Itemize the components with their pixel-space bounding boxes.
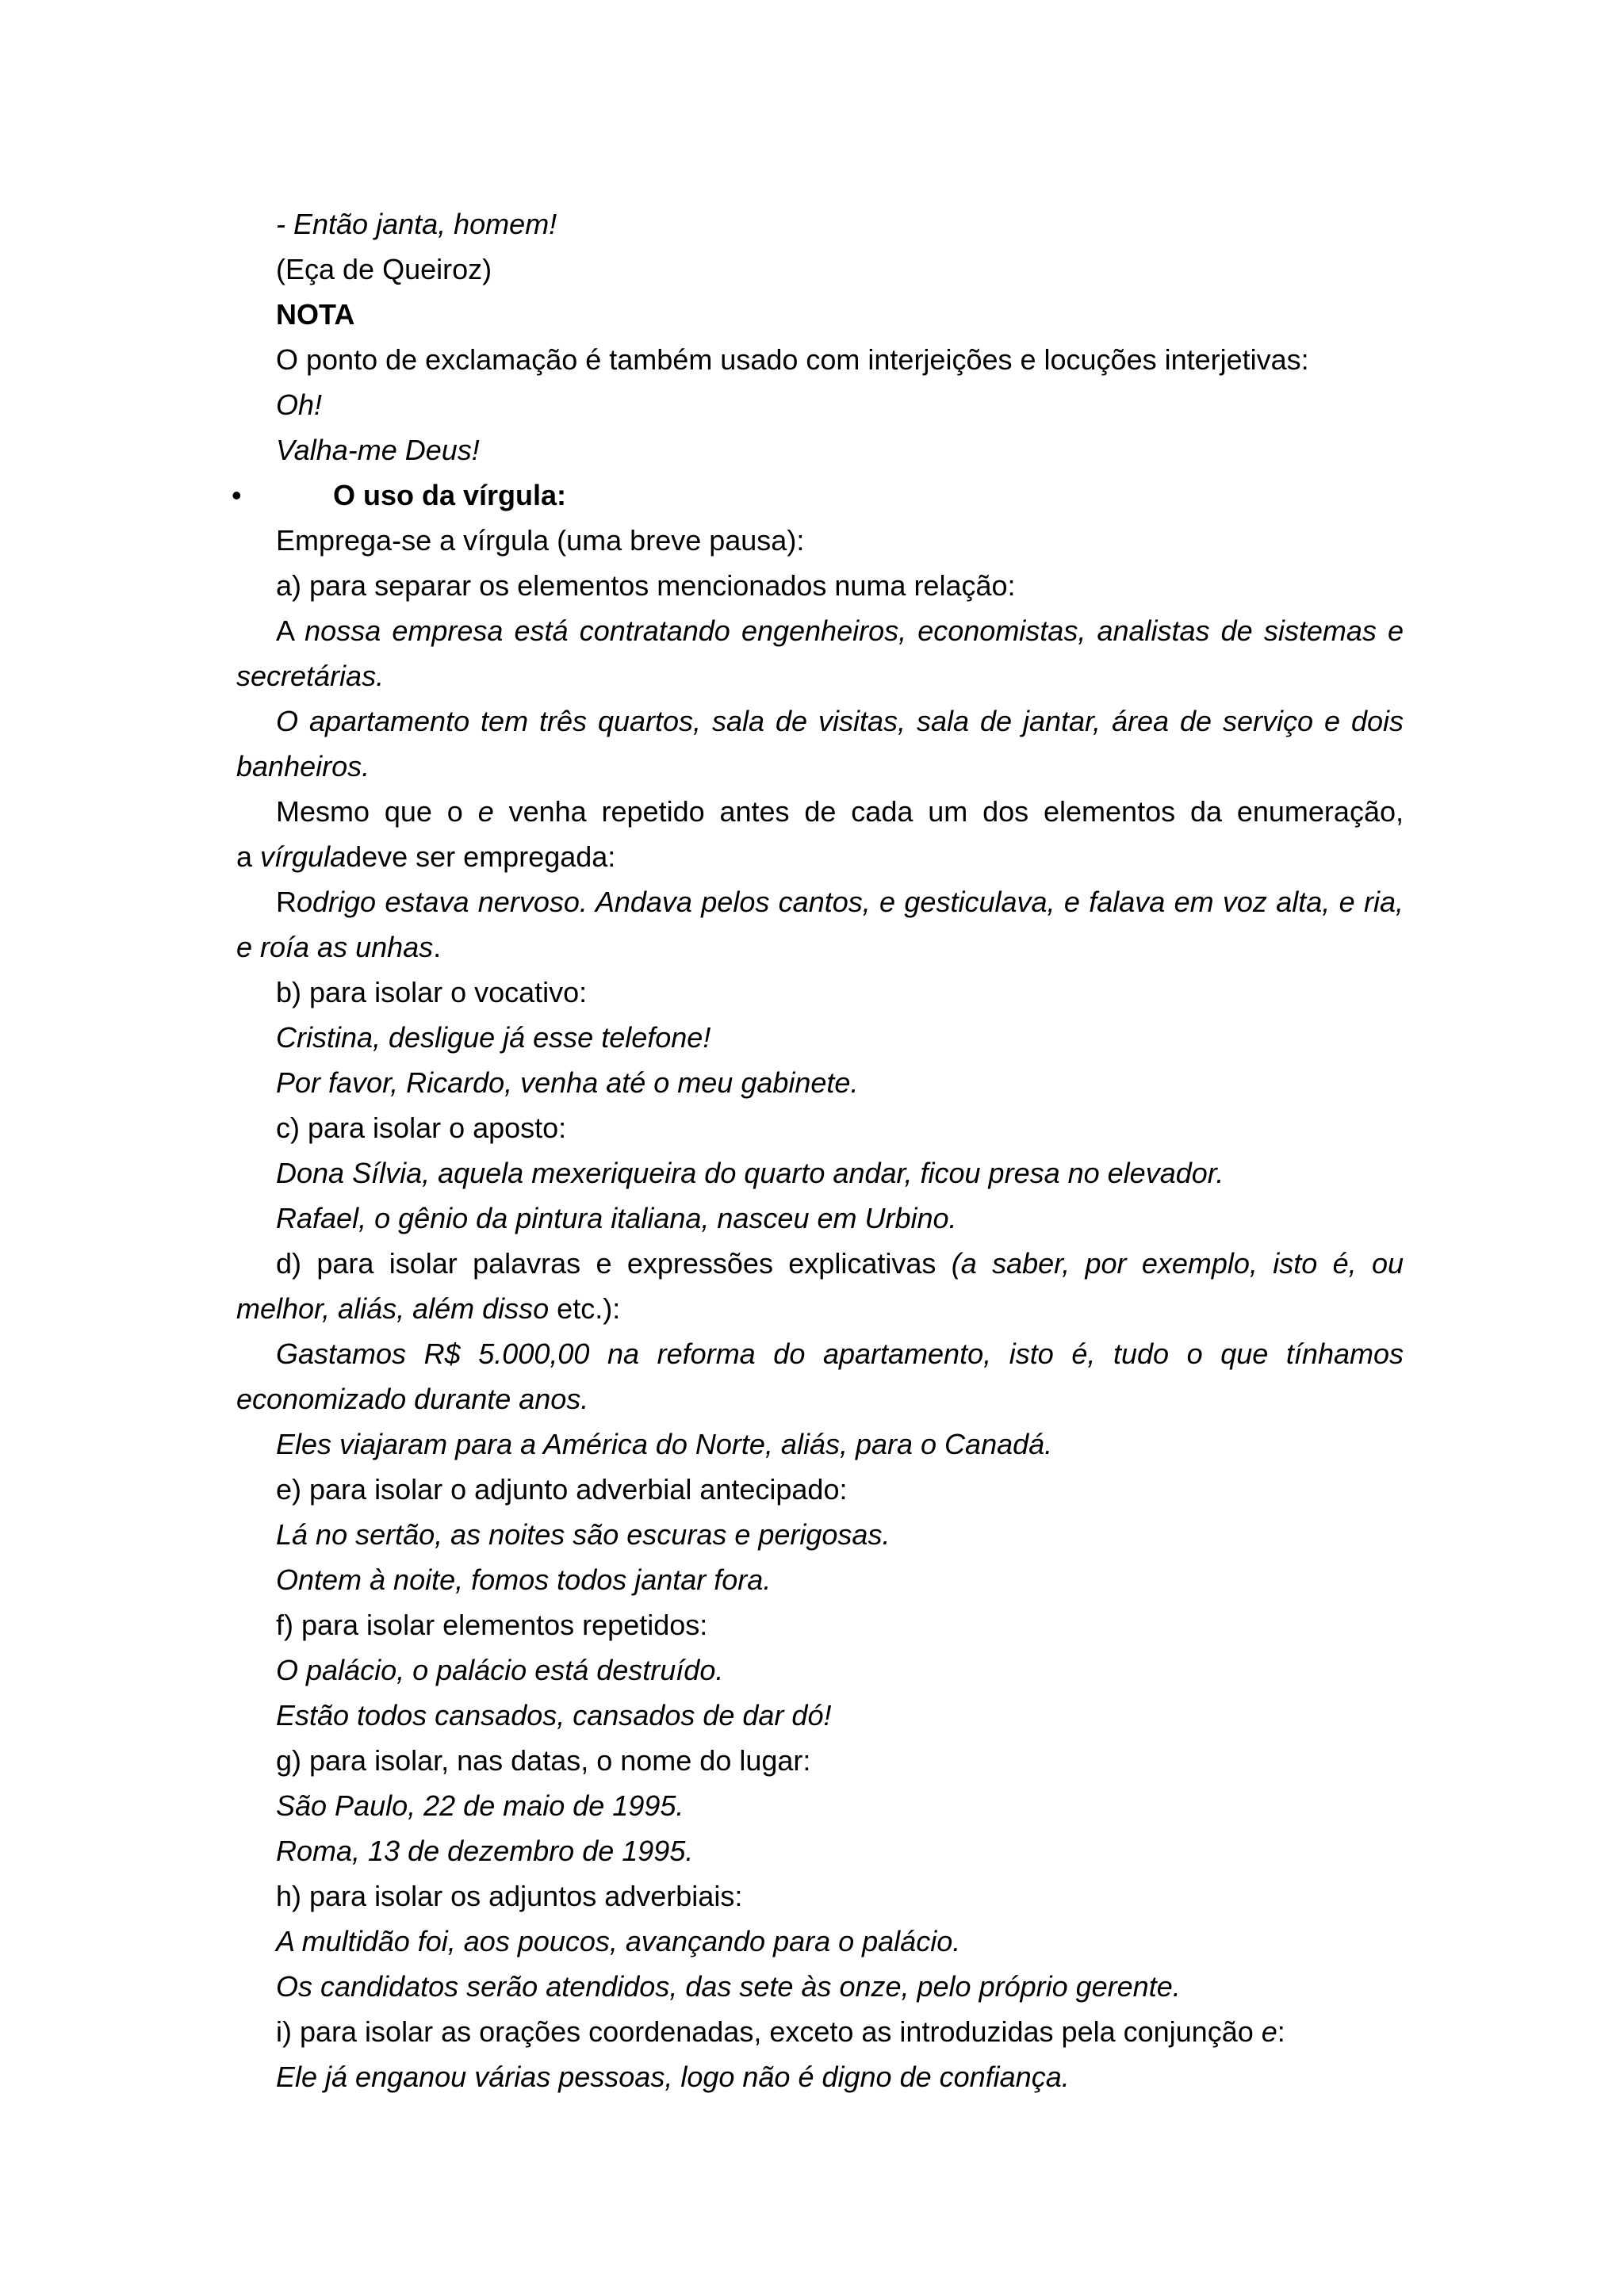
example-line xyxy=(236,608,1404,653)
text-run: etc.): xyxy=(549,1292,621,1325)
text-run: : xyxy=(1277,2015,1285,2048)
example-text: Estão todos cansados, cansados de dar dó! xyxy=(276,1699,832,1732)
example-line: banheiros. xyxy=(236,750,370,783)
text-run-italic: melhor, aliás, além disso xyxy=(236,1292,550,1325)
section-heading-bullet xyxy=(232,473,1404,518)
rule-item: f) para isolar elementos repetidos: xyxy=(276,1609,708,1641)
text-run: a xyxy=(236,840,261,873)
text-run: A xyxy=(276,614,305,647)
text-run-italic: odrigo estava nervoso. Andava pelos cantos, e gesticulava, e falava em voz alta, e ria, xyxy=(297,886,1404,918)
example-line: secretárias. xyxy=(236,660,385,692)
dialogue-quote: - Então janta, homem! xyxy=(276,208,557,240)
rule-item: c) para isolar o aposto: xyxy=(276,1112,567,1144)
document-body xyxy=(232,201,1404,2099)
example-line: economizado durante anos. xyxy=(236,1383,589,1415)
rule-item: h) para isolar os adjuntos adverbiais: xyxy=(276,1880,743,1912)
rule-item: g) para isolar, nas datas, o nome do lugar: xyxy=(276,1744,811,1777)
text-run-italic: (a saber, por exemplo, isto é, ou xyxy=(951,1247,1404,1280)
example-line: O apartamento tem três quartos, sala de visitas, sala de jantar, área de serviço e dois xyxy=(276,705,1404,737)
rule-item xyxy=(236,1241,1404,1286)
example-text: O palácio, o palácio está destruído. xyxy=(276,1654,724,1686)
example-text: Cristina, desligue já esse telefone! xyxy=(276,1021,711,1054)
example-text: Por favor, Ricardo, venha até o meu gabinete. xyxy=(276,1066,859,1099)
text-run: R xyxy=(276,886,297,918)
paragraph-line xyxy=(236,834,1404,879)
paragraph-line xyxy=(236,789,1404,834)
example-text: Ontem à noite, fomos todos jantar fora. xyxy=(276,1563,772,1596)
quote-author: (Eça de Queiroz) xyxy=(276,253,492,285)
example-text: Eles viajaram para a América do Norte, aliás, para o Canadá. xyxy=(276,1428,1053,1460)
text-run-italic: nossa empresa está contratando engenheiros, economistas, analistas de sistemas e xyxy=(304,614,1404,647)
example-text: Lá no sertão, as noites são escuras e perigosas. xyxy=(276,1518,891,1551)
example-text: Oh! xyxy=(276,388,323,421)
example-text: São Paulo, 22 de maio de 1995. xyxy=(276,1789,684,1822)
example-line: Gastamos R$ 5.000,00 na reforma do apartamento, isto é, tudo o que tínhamos xyxy=(276,1337,1404,1370)
example-text: A multidão foi, aos poucos, avançando para o palácio. xyxy=(276,1925,961,1957)
section-heading: O uso da vírgula: xyxy=(333,479,567,511)
rule-item-continued xyxy=(236,1286,1404,1331)
text-run: . xyxy=(433,931,442,963)
text-run: d) para isolar palavras e expressões explicativas xyxy=(276,1247,952,1280)
paragraph: O ponto de exclamação é também usado com interjeições e locuções interjetivas: xyxy=(276,343,1309,376)
text-run-italic: vírgula xyxy=(260,840,347,873)
bullet-icon: • xyxy=(232,479,242,511)
text-run: deve ser empregada: xyxy=(346,840,616,873)
rule-item: a) para separar os elementos mencionados numa relação: xyxy=(276,569,1016,602)
example-text: Roma, 13 de dezembro de 1995. xyxy=(276,1835,694,1867)
text-run: i) para isolar as orações coordenadas, exceto as introduzidas pela conjunção xyxy=(276,2015,1262,2048)
example-text: Rafael, o gênio da pintura italiana, nasceu em Urbino. xyxy=(276,1202,957,1234)
rule-item: b) para isolar o vocativo: xyxy=(276,976,588,1008)
rule-item: e) para isolar o adjunto adverbial antecipado: xyxy=(276,1473,848,1506)
text-run-italic: e roía as unhas xyxy=(236,931,434,963)
example-text: Ele já enganou várias pessoas, logo não é digno de confiança. xyxy=(276,2061,1070,2093)
rule-item xyxy=(236,2009,1404,2054)
example-line xyxy=(236,879,1404,924)
text-run: venha repetido antes de cada um dos elementos da enumeração, xyxy=(493,795,1404,828)
text-run-italic: e xyxy=(1261,2015,1277,2048)
paragraph: Emprega-se a vírgula (uma breve pausa): xyxy=(276,524,805,557)
note-heading: NOTA xyxy=(276,298,355,331)
text-run-italic: e xyxy=(477,795,494,828)
example-text: Valha-me Deus! xyxy=(276,434,480,466)
example-text: Dona Sílvia, aquela mexeriqueira do quarto andar, ficou presa no elevador. xyxy=(276,1157,1224,1189)
example-line xyxy=(236,924,1404,970)
text-run: Mesmo que o xyxy=(276,795,478,828)
example-text: Os candidatos serão atendidos, das sete às onze, pelo próprio gerente. xyxy=(276,1970,1181,2003)
